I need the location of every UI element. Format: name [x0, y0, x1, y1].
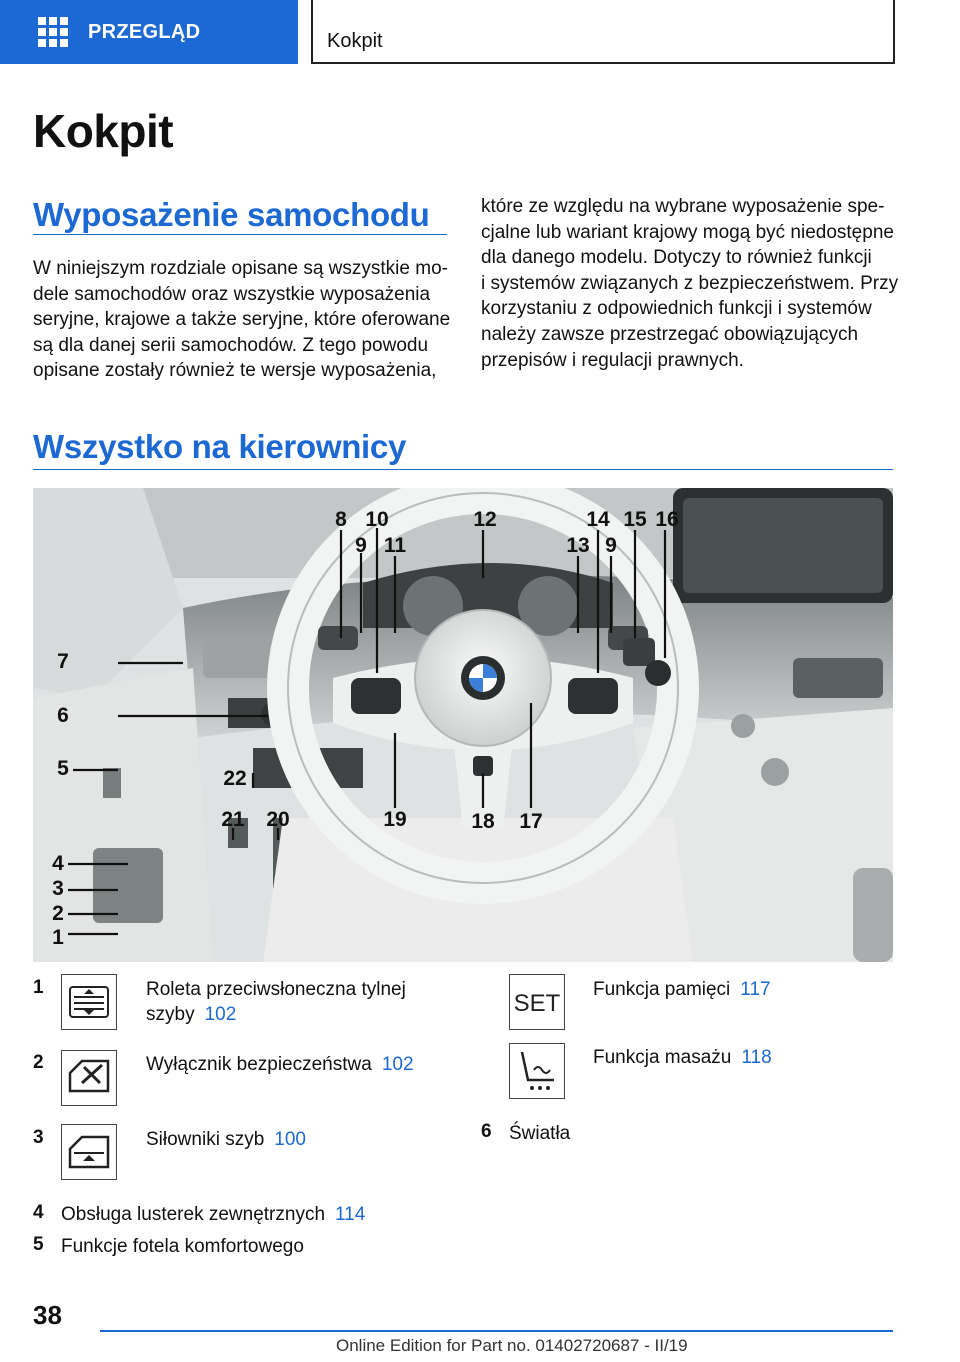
cockpit-photo	[33, 488, 893, 962]
callout-9-right: 9	[605, 534, 617, 557]
text-line: W niniejszym rozdziale opisane są wszystkie mo‐	[33, 258, 448, 279]
callout-9: 9	[355, 534, 367, 557]
text-line: korzystaniu z odpowiednich funkcji i systemów	[481, 298, 872, 320]
page-link-100[interactable]: 100	[274, 1129, 306, 1150]
legend-label-4: Obsługa lusterek zewnętrznych	[61, 1204, 326, 1225]
callout-13: 13	[566, 534, 590, 557]
callout-20: 20	[266, 808, 290, 831]
legend-text-1-line1: Roleta przeciwsłoneczna tylnej	[146, 979, 406, 1000]
page-title: Kokpit	[33, 105, 174, 157]
callout-8: 8	[335, 508, 347, 531]
callout-14: 14	[586, 508, 610, 531]
callout-15: 15	[623, 508, 647, 531]
legend-text-5: Funkcje fotela komfortowego	[61, 1236, 304, 1257]
callout-12: 12	[473, 508, 497, 531]
legend-text-3	[146, 1127, 306, 1152]
page-link-114[interactable]: 114	[335, 1204, 366, 1225]
legend-label-memory: Funkcja pamięci	[593, 979, 731, 1000]
cockpit-illustration	[33, 488, 893, 962]
overview-nav-label: PRZEGLĄD	[88, 20, 201, 43]
callout-18: 18	[471, 810, 495, 833]
overview-nav-tab[interactable]	[0, 0, 298, 64]
text-line: cjalne lub wariant krajowy mogą być niedostępne	[481, 221, 894, 243]
legend-text-memory	[593, 977, 771, 1002]
text-line: dele samochodów oraz wszystkie wyposażenia	[33, 283, 431, 305]
breadcrumb	[311, 0, 895, 64]
legend-num-1: 1	[33, 977, 44, 998]
legend-num-3: 3	[33, 1127, 44, 1148]
callout-16: 16	[655, 508, 679, 531]
legend-num-5: 5	[33, 1234, 44, 1255]
page-link-117[interactable]: 117	[740, 979, 771, 1000]
page-number: 38	[33, 1300, 62, 1330]
callout-7: 7	[57, 650, 69, 673]
callout-1: 1	[52, 926, 64, 949]
section-heading-equipment: Wyposażenie samochodu	[33, 196, 430, 233]
safety-switch-icon	[61, 1050, 117, 1106]
massage-seat-icon	[509, 1043, 565, 1099]
callout-6: 6	[57, 704, 69, 727]
legend-text-1-word: szyby	[146, 1004, 195, 1025]
section-rule-equipment	[33, 234, 447, 235]
page-link-118[interactable]: 118	[741, 1047, 772, 1068]
legend-text-2	[146, 1052, 414, 1077]
text-line: przepisów i regulacji prawnych.	[481, 349, 744, 371]
text-line: są dla danej serii samochodów. Z tego powodu	[33, 334, 429, 356]
legend-num-6: 6	[481, 1121, 492, 1142]
text-line: opisane zostały również te wersje wyposażenia,	[33, 360, 437, 382]
text-line: należy zawsze przestrzegać obowiązujących	[481, 323, 859, 345]
legend-label-massage: Funkcja masażu	[593, 1047, 732, 1068]
legend-text-1	[146, 977, 406, 1027]
footer-edition: Online Edition for Part no. 01402720687 - II/19	[336, 1336, 688, 1355]
section-heading-steering: Wszystko na kierownicy	[33, 428, 407, 465]
callout-22: 22	[223, 767, 247, 790]
callout-21: 21	[221, 808, 245, 831]
callout-5: 5	[57, 757, 69, 780]
set-icon-text: SET	[513, 990, 561, 1017]
rear-sunblind-icon	[61, 974, 117, 1030]
legend-label-2: Wyłącznik bezpieczeństwa	[146, 1054, 372, 1075]
intro-text-right	[481, 194, 901, 373]
intro-text-left	[33, 256, 453, 384]
text-line: które ze względu na wybrane wyposażenie spe‐	[481, 196, 885, 217]
callout-4: 4	[52, 852, 64, 875]
legend-label-3: Siłowniki szyb	[146, 1129, 265, 1150]
legend-num-4: 4	[33, 1202, 44, 1223]
section-rule-steering	[33, 469, 893, 470]
footer-rule	[100, 1330, 893, 1332]
memory-set-icon	[509, 974, 565, 1030]
callout-19: 19	[383, 808, 407, 831]
power-window-icon	[61, 1124, 117, 1180]
callout-3: 3	[52, 877, 64, 900]
legend-text-4	[61, 1202, 365, 1227]
breadcrumb-label: Kokpit	[327, 30, 383, 52]
legend-text-6: Światła	[509, 1123, 571, 1144]
page-link-102[interactable]: 102	[204, 1004, 237, 1025]
legend-text-massage	[593, 1045, 772, 1070]
page-link-102b[interactable]: 102	[381, 1054, 414, 1075]
text-line: dla danego modelu. Dotyczy to również funkcji	[481, 247, 872, 269]
callout-17: 17	[519, 810, 543, 833]
legend-num-2: 2	[33, 1052, 44, 1073]
callout-2: 2	[52, 902, 64, 925]
grid-menu-icon	[38, 17, 68, 47]
text-line: i systemów związanych z bezpieczeństwem. Przy	[481, 272, 899, 294]
callout-11: 11	[383, 534, 407, 557]
legend-text-1-line2	[146, 1002, 406, 1027]
text-line: seryjne, krajowe a także seryjne, które oferowane	[33, 309, 451, 331]
callout-10: 10	[365, 508, 389, 531]
